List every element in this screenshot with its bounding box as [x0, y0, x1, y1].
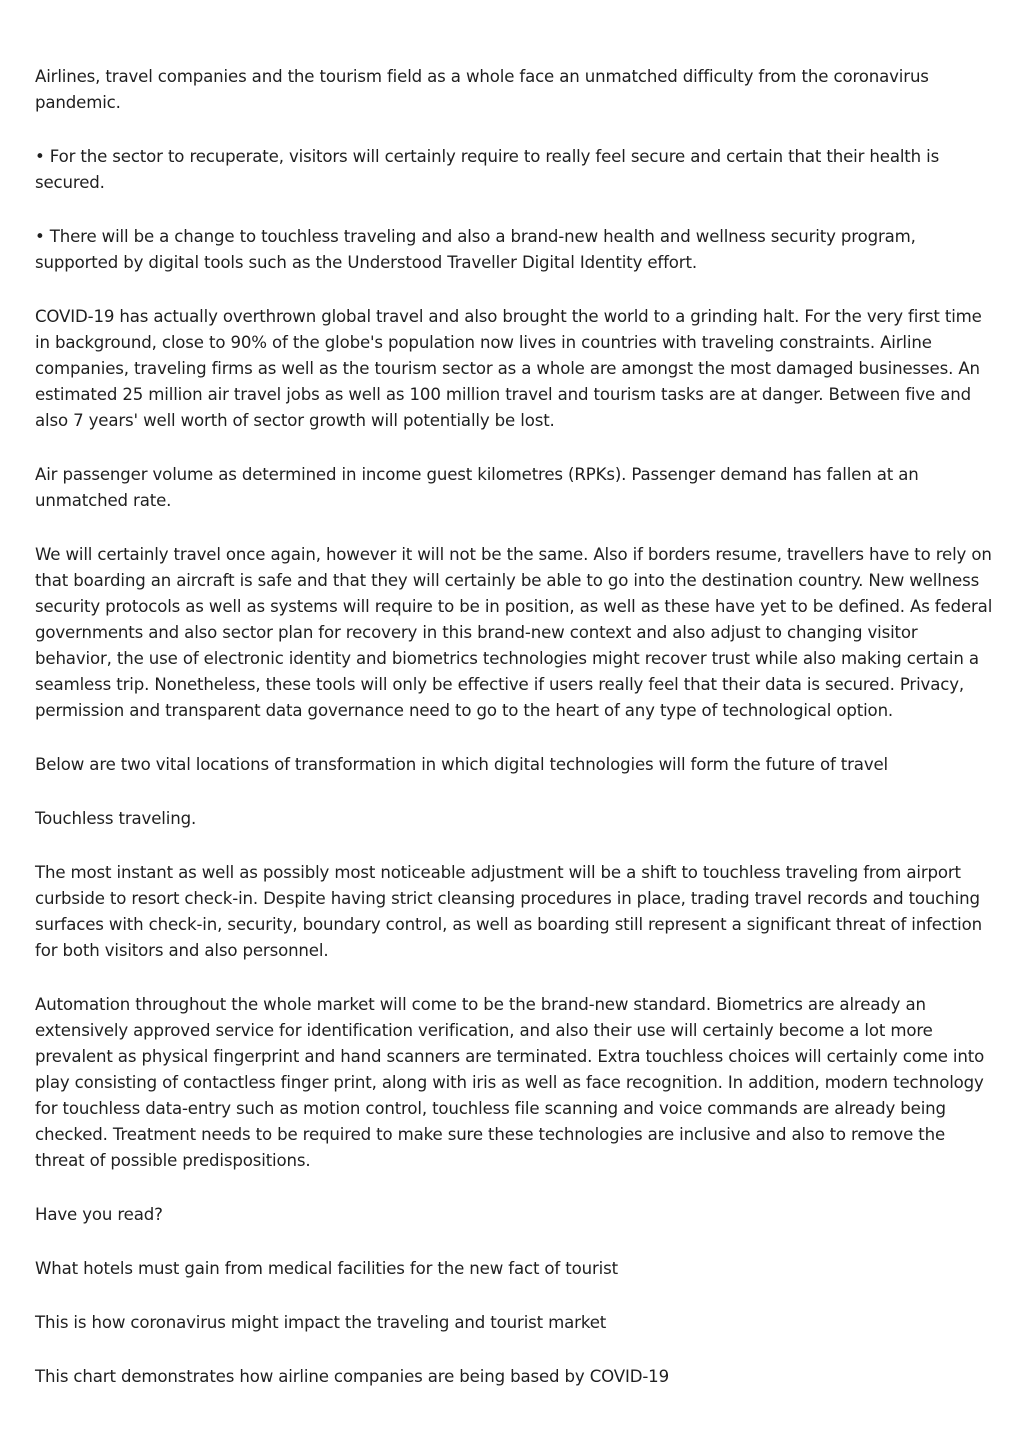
passenger-volume-paragraph: Air passenger volume as determined in income guest kilometres (RPKs). Passenger demand has fallen at an unmatched rate.: [35, 465, 919, 510]
automation-paragraph: Automation throughout the whole market will come to be the brand-new standard. Biometrics are already an extensively approved service for identification verification, and also their use will certainly become a lot more prevalent as physical fingerprint and hand scanners are terminated. Extra touchless choices will certainly come into play consisting of contactless finger print, along with iris as well as face recognition. In addition, modern technology for touchless data-entry such as motion control, touchless file scanning and voice commands are already being checked. Treatment needs to be required to make sure these technologies are inclusive and also to remove the threat of possible predispositions.: [35, 995, 985, 1170]
have-you-read-heading: Have you read?: [35, 1205, 163, 1224]
related-link-hotels: What hotels must gain from medical facilities for the new fact of tourist: [35, 1259, 618, 1278]
touchless-shift-paragraph: The most instant as well as possibly most noticeable adjustment will be a shift to touchless traveling from airport curbside to resort check-in. Despite having strict cleansing procedures in place, trading travel records and touching surfaces with check-in, security, boundary control, as well as boarding still represent a significant threat of infection for both visitors and also personnel.: [35, 863, 983, 960]
touchless-heading: Touchless traveling.: [35, 809, 197, 828]
covid-impact-paragraph: COVID-19 has actually overthrown global travel and also brought the world to a grinding halt. For the very first time in background, close to 90% of the globe's population now lives in countries with traveling constraints. Airline companies, traveling firms as well as the tourism sector as a whole are amongst the most damaged businesses. An estimated 25 million air travel jobs as well as 100 million travel and tourism tasks are at danger. Between five and also 7 years' well worth of sector growth will potentially be lost.: [35, 307, 982, 430]
bullet-touchless-change: • There will be a change to touchless traveling and also a brand-new health and wellness security program, supported by digital tools such as the Understood Traveller Digital Identity effort.: [35, 227, 916, 272]
bullet-sector-recovery: • For the sector to recuperate, visitors will certainly require to really feel secure and certain that their health is secured.: [35, 147, 940, 192]
transformation-areas-paragraph: Below are two vital locations of transformation in which digital technologies will form the future of travel: [35, 755, 889, 774]
related-link-airline-chart: This chart demonstrates how airline companies are being based by COVID-19: [35, 1367, 669, 1386]
travel-again-paragraph: We will certainly travel once again, however it will not be the same. Also if borders resume, travellers have to rely on that boarding an aircraft is safe and that they will certainly be able to go into the destination country. New wellness security protocols as well as systems will require to be in position, as well as these have yet to be defined. As federal governments and also sector plan for recovery in this brand-new context and also adjust to changing visitor behavior, the use of electronic identity and biometrics technologies might recover trust while also making certain a seamless trip. Nonetheless, these tools will only be effective if users really feel that their data is secured. Privacy, permission and transparent data governance need to go to the heart of any type of technological option.: [35, 545, 993, 720]
document-body: [35, 64, 997, 1418]
related-link-coronavirus-impact: This is how coronavirus might impact the traveling and tourist market: [35, 1313, 607, 1332]
intro-paragraph: Airlines, travel companies and the tourism field as a whole face an unmatched difficulty from the coronavirus pandemic.: [35, 67, 929, 112]
